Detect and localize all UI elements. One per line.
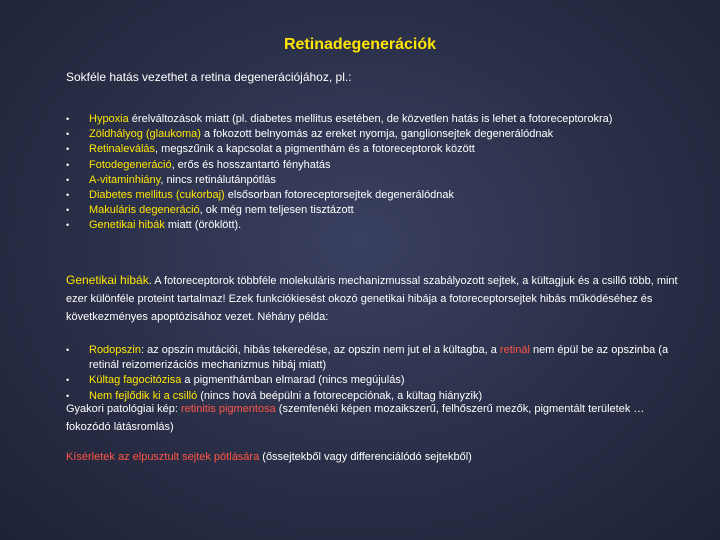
pathology-paragraph [66,400,678,436]
list-item [66,188,676,203]
pathology-prefix: Gyakori patológiai kép: [66,403,181,415]
example-highlight: Nem fejlődik ki a csilló [89,389,198,402]
list-item [66,142,676,157]
genetic-heading: Genetikai hibák [66,273,149,287]
example-text-tail: nem épül be az opszinba (a retinál reizomerizációs mechanizmus hibáj miatt) [89,344,669,372]
list-item [66,158,676,173]
example-highlight: Rodopszin [89,344,141,356]
cause-text: miatt (öröklött). [164,219,242,232]
cause-text: , erős és hosszantartó fényhatás [171,158,331,171]
cause-text: , megszűnik a kapcsolat a pigmenthám és a fotoreceptorok között [155,143,475,156]
pathology-highlight: retinitis pigmentosa [180,403,276,415]
pathology-text: (szemfenéki képen mozaikszerű, felhőszerű mezők, pigmentált területek … fokozódó látásromlás) [66,403,645,433]
example-highlight-secondary: retinál [499,344,530,356]
list-item [66,112,676,127]
causes-list [66,112,676,234]
example-text: (nincs hová beépülni a fotorecepciónak, a kültag hiányzik) [197,389,483,402]
experiments-paragraph [66,448,678,466]
cause-text: érelváltozások miatt (pl. diabetes mellitus esetében, de közvetlen hatás is lehet a fotoreceptorokra) [128,113,613,125]
cause-highlight: Makuláris degeneráció [89,204,200,217]
examples-list [66,343,676,404]
slide-title: Retinadegenerációk [283,36,437,53]
cause-text: a fokozott belnyomás az ereket nyomja, ganglionsejtek degenerálódnak [200,128,554,141]
experiments-text: (őssejtekből vagy differenciálódó sejtekből) [259,451,472,463]
cause-highlight: Zöldhályog (glaukoma) [89,128,201,141]
cause-highlight: Fotodegeneráció [89,158,172,171]
intro-text: Sokféle hatás vezethet a retina degenerációjához, pl.: [66,70,352,84]
cause-text: , ok még nem teljesen tisztázott [199,204,354,217]
genetic-text: . A fotoreceptorok többféle molekuláris mechanizmussal szabályozott sejtek, a kültagjuk és a csillő több, mint ezer különféle proteint tartalmaz! Ezek funkciókiesést okozó genetikai hibája a fotoreceptorsejtek hibás működéséhez és következményes apoptózisához vezet. Néhány példa: [66,275,678,323]
list-item [66,127,676,142]
genetic-paragraph [66,271,678,326]
cause-highlight: Retinaleválás [89,143,156,156]
list-item [66,173,676,188]
example-highlight: Kültag fagocitózisa [89,374,182,387]
cause-highlight: Hypoxia [89,113,129,125]
example-text: a pigmenthámban elmarad (nincs megújulás) [181,374,405,387]
cause-highlight: Genetikai hibák [89,219,165,232]
example-text: : az opszin mutációi, hibás tekeredése, az opszin nem jut el a kültagba, a [140,344,500,356]
list-item [66,203,676,218]
experiments-highlight: Kísérletek az elpusztult sejtek pótlására [66,451,260,463]
list-item [66,218,676,233]
cause-text: , nincs retinálutánpótlás [160,173,276,186]
cause-highlight: Diabetes mellitus (cukorbaj) [89,189,225,202]
list-item [66,343,676,373]
cause-highlight: A-vitaminhiány [89,173,161,186]
cause-text: elsősorban fotoreceptorsejtek degenerálódnak [224,189,455,202]
list-item [66,373,676,388]
